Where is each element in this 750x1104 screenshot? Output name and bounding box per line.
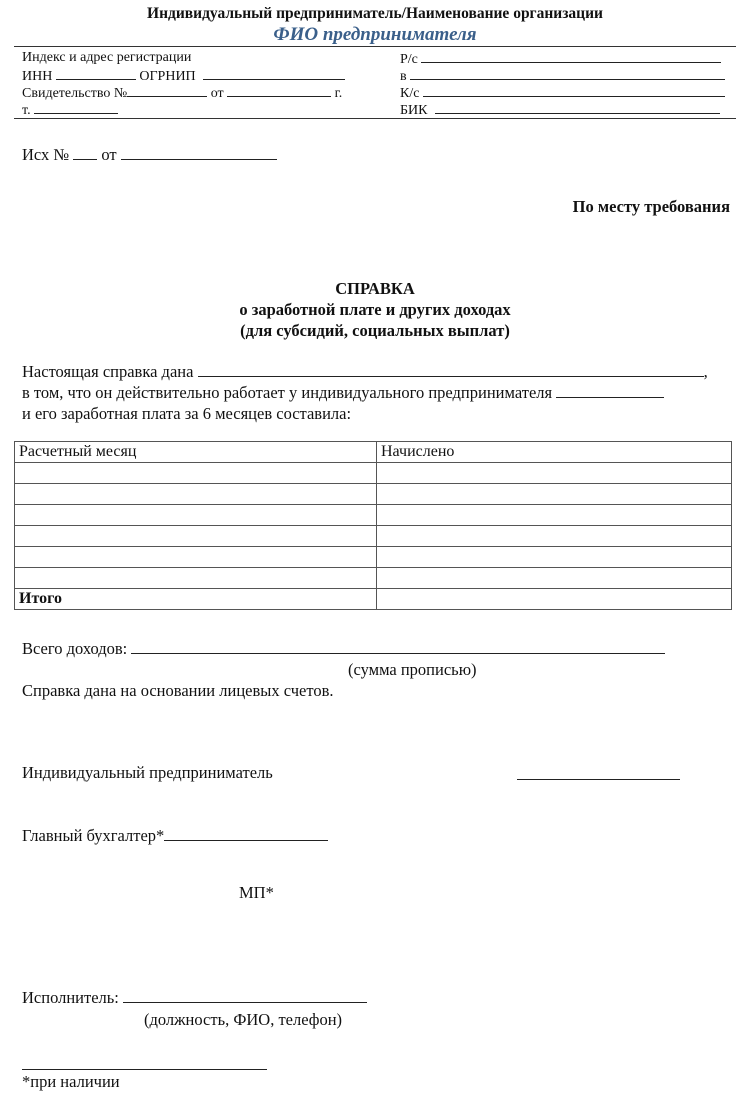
account-line <box>400 50 721 68</box>
executor-line <box>22 988 367 1008</box>
inn-field[interactable] <box>56 67 136 80</box>
header-bottom-rule <box>14 118 736 119</box>
accrued-cell[interactable] <box>377 526 732 547</box>
month-cell[interactable] <box>15 484 377 505</box>
intro-line-1 <box>22 362 708 382</box>
total-income-line <box>22 639 665 659</box>
table-row <box>15 505 732 526</box>
total-value-cell[interactable] <box>377 589 732 610</box>
bank-line <box>400 67 725 85</box>
accrued-cell[interactable] <box>377 484 732 505</box>
document-subheading: о заработной плате и других доходах <box>239 300 511 319</box>
header-top-rule <box>14 46 736 47</box>
phone-line <box>22 101 118 119</box>
ogrnip-label: ОГРНИП <box>139 69 196 84</box>
recipient: По месту требования <box>572 197 730 216</box>
outgoing-date-field[interactable] <box>121 147 277 160</box>
accrued-cell[interactable] <box>377 463 732 484</box>
phone-field[interactable] <box>34 101 118 114</box>
account-label: Р/с <box>400 52 418 67</box>
chief-accountant-signature-field[interactable] <box>164 828 328 841</box>
corr-account-line <box>400 84 725 102</box>
document-heading: СПРАВКА <box>335 279 415 298</box>
outgoing-from-label: от <box>101 145 117 164</box>
footnote-separator <box>22 1057 267 1070</box>
total-label: Итого <box>15 589 377 610</box>
table-header-row <box>15 442 732 463</box>
month-cell[interactable] <box>15 463 377 484</box>
corr-account-field[interactable] <box>423 84 725 97</box>
certificate-label: Свидетельство № <box>22 86 128 101</box>
issued-to-label: Настоящая справка дана <box>22 362 194 381</box>
bank-label: в <box>400 69 407 84</box>
month-cell[interactable] <box>15 568 377 589</box>
inn-ogrnip-line <box>22 67 345 85</box>
bik-line <box>400 101 720 119</box>
table-row <box>15 484 732 505</box>
executor-hint: (должность, ФИО, телефон) <box>144 1010 343 1029</box>
outgoing-number-line <box>22 145 277 165</box>
ogrnip-field[interactable] <box>203 67 345 80</box>
outgoing-number-label: Исх № <box>22 145 70 164</box>
month-cell[interactable] <box>15 547 377 568</box>
table-row <box>15 526 732 547</box>
total-income-label: Всего доходов: <box>22 639 128 658</box>
intro-line-3: и его заработная плата за 6 месяцев составила: <box>22 404 352 423</box>
entrepreneur-signature-label: Индивидуальный предприниматель <box>22 763 273 782</box>
address-label: Индекс и адрес регистрации <box>22 50 192 65</box>
table-total-row <box>15 589 732 610</box>
year-suffix: г. <box>334 86 343 101</box>
table-row <box>15 547 732 568</box>
salary-table <box>14 441 732 610</box>
certificate-line <box>22 84 342 102</box>
chief-accountant-line <box>22 826 328 846</box>
bik-field[interactable] <box>435 101 720 114</box>
footnote: *при наличии <box>22 1072 120 1091</box>
month-cell[interactable] <box>15 505 377 526</box>
stamp-placeholder: МП* <box>239 883 274 902</box>
certificate-from-label: от <box>210 86 224 101</box>
executor-label: Исполнитель: <box>22 988 119 1007</box>
accrued-cell[interactable] <box>377 568 732 589</box>
amount-in-words-hint: (сумма прописью) <box>348 660 477 679</box>
certificate-number-field[interactable] <box>127 84 207 97</box>
comma: , <box>703 362 708 381</box>
employee-name-field[interactable] <box>198 364 704 377</box>
table-row <box>15 568 732 589</box>
inn-label: ИНН <box>22 69 53 84</box>
entrepreneur-signature-field[interactable] <box>517 767 680 780</box>
executor-field[interactable] <box>123 990 367 1003</box>
certificate-date-field[interactable] <box>227 84 331 97</box>
account-field[interactable] <box>421 50 721 63</box>
works-at-text: в том, что он действительно работает у индивидуального предпринимателя <box>22 383 553 402</box>
total-income-words-field[interactable] <box>131 641 665 654</box>
corr-account-label: К/с <box>400 86 420 101</box>
organization-title: Индивидуальный предприниматель/Наименование организации <box>147 5 603 22</box>
column-header-accrued: Начислено <box>377 442 732 463</box>
month-cell[interactable] <box>15 526 377 547</box>
chief-accountant-label: Главный бухгалтер* <box>22 826 165 845</box>
bank-field[interactable] <box>410 67 725 80</box>
entrepreneur-name: ФИО предпринимателя <box>273 24 477 45</box>
accrued-cell[interactable] <box>377 547 732 568</box>
outgoing-number-field[interactable] <box>73 147 97 160</box>
column-header-month: Расчетный месяц <box>15 442 377 463</box>
document-purpose: (для субсидий, социальных выплат) <box>240 321 510 340</box>
accrued-cell[interactable] <box>377 505 732 526</box>
phone-label: т. <box>22 103 31 118</box>
table-row <box>15 463 732 484</box>
entrepreneur-field[interactable] <box>556 385 664 398</box>
intro-line-2 <box>22 383 664 403</box>
basis-statement: Справка дана на основании лицевых счетов. <box>22 681 334 700</box>
bik-label: БИК <box>400 103 428 118</box>
